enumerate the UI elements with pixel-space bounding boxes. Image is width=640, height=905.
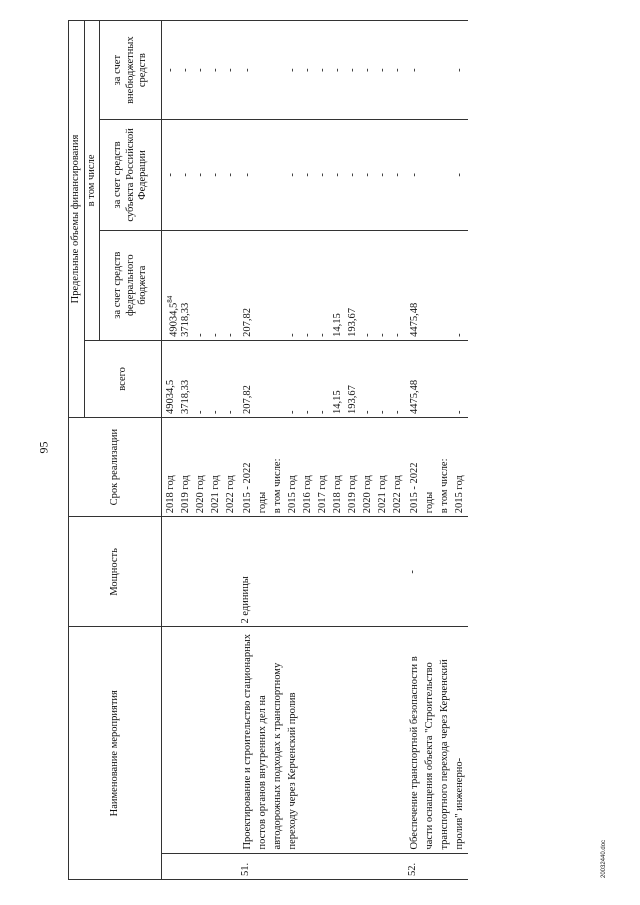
cell-line: - <box>409 173 421 177</box>
cell-line: - <box>242 68 254 72</box>
cell-line: - <box>225 333 237 337</box>
cell-line: - <box>317 173 329 177</box>
header-power: Мощность <box>69 517 162 627</box>
cell-line: 4475,48 <box>409 379 421 414</box>
cell-line: 49034,5$^{84}$ <box>166 295 180 337</box>
cell-line: - <box>332 173 344 177</box>
header-limits: Предельные объемы финансирования <box>69 21 85 418</box>
cell-line: 2019 год <box>347 475 359 514</box>
cell-line: - <box>302 333 314 337</box>
cell-line <box>255 123 270 226</box>
cell-line: - <box>392 410 404 414</box>
cell-line <box>422 344 437 414</box>
page-number: 95 <box>36 441 51 454</box>
cell-line: - <box>332 68 344 72</box>
cell-line: в том числе: <box>272 458 284 514</box>
header-total: всего <box>85 340 162 417</box>
cell-line: - <box>165 68 177 72</box>
header-federal: за счет средств федерального бюджета <box>100 230 162 340</box>
cell-line: - <box>362 333 374 337</box>
row51-extra <box>239 21 406 120</box>
row51-total <box>239 340 406 417</box>
cell-line <box>422 234 437 337</box>
cell-line: - <box>377 68 389 72</box>
cell-line: 2018 год <box>165 475 177 514</box>
footnote-mark: 84 <box>166 295 175 303</box>
cont-total <box>162 340 240 417</box>
header-subject: за счет средств субъекта Российской Федерации <box>100 120 162 230</box>
cell-line: 2022 год <box>225 475 237 514</box>
cell-line: - <box>302 410 314 414</box>
row51-subject <box>239 120 406 230</box>
cell-line: - <box>454 68 466 72</box>
cell-line: - <box>210 173 222 177</box>
cell-line: 207,82 <box>242 307 254 337</box>
cell-line: - <box>454 410 466 414</box>
cell-line: - <box>362 173 374 177</box>
cell-line: 2020 год <box>195 475 207 514</box>
cell-line: 2020 год <box>362 475 374 514</box>
cell-line: 2015 год <box>454 475 466 514</box>
cell-line: - <box>392 333 404 337</box>
cell-line <box>437 344 452 414</box>
cell-line: - <box>454 173 466 177</box>
cell-line: - <box>377 333 389 337</box>
cell-line: 14,15 <box>332 390 344 414</box>
cell-line: 49034,5 <box>165 379 177 414</box>
cell-line: 2019 год <box>180 475 192 514</box>
cont-extra <box>162 21 240 120</box>
cell-line: - <box>302 68 314 72</box>
cell-line: - <box>377 410 389 414</box>
row52-terms <box>406 417 468 516</box>
cell-line: 2021 год <box>377 475 389 514</box>
cell-line: 4475,48 <box>409 302 421 337</box>
row51-terms <box>239 417 406 516</box>
cell-line: - <box>409 68 421 72</box>
cell-line: в том числе: <box>439 458 451 514</box>
cell-line: - <box>317 410 329 414</box>
cell-line <box>255 344 270 414</box>
cell-line: - <box>210 333 222 337</box>
cell-line <box>437 123 452 226</box>
cell-line: - <box>347 68 359 72</box>
cell-line: - <box>195 173 207 177</box>
cell-line: 2018 год <box>332 475 344 514</box>
row52-extra <box>406 21 468 120</box>
cell-line: 2021 год <box>210 475 222 514</box>
cell-line: 2015 - 2022 <box>242 462 254 514</box>
cell-line: 2015 - 2022 <box>409 462 421 514</box>
cell-line <box>437 24 452 116</box>
cont-subject <box>162 120 240 230</box>
cell-line: - <box>392 68 404 72</box>
cell-line: - <box>225 410 237 414</box>
cell-line: - <box>347 173 359 177</box>
cell-line: 193,67 <box>347 385 359 414</box>
cell-line: - <box>242 173 254 177</box>
financing-table <box>68 20 588 880</box>
cell-line: - <box>377 173 389 177</box>
cell-line <box>255 234 270 337</box>
row52-total <box>406 340 468 417</box>
cell-line: - <box>317 333 329 337</box>
cell-line: - <box>225 68 237 72</box>
cell-line: - <box>195 410 207 414</box>
header-name: Наименование мероприятия <box>69 627 162 880</box>
cell-line <box>270 24 285 116</box>
row-number: 52. <box>406 853 468 879</box>
measure-power: 2 единицы <box>239 517 406 627</box>
cell-line: - <box>287 173 299 177</box>
header-extra: за счет внебюджетных средств <box>100 21 162 120</box>
cell-line: - <box>317 68 329 72</box>
cell-line: - <box>195 333 207 337</box>
cell-line: - <box>225 173 237 177</box>
cell-line: - <box>454 333 466 337</box>
cell-line: - <box>287 68 299 72</box>
cell-line: 2015 год <box>287 475 299 514</box>
cell-line: 3718,33 <box>180 302 192 337</box>
cell-line <box>270 234 285 337</box>
row51-federal <box>239 230 406 340</box>
cell-line: - <box>180 173 192 177</box>
cell-line <box>255 24 270 116</box>
cell-line: годы <box>257 491 269 514</box>
cell-line: - <box>165 173 177 177</box>
cell-line: 193,67 <box>347 307 359 337</box>
cell-line: 14,15 <box>332 313 344 337</box>
cell-line: - <box>392 173 404 177</box>
cell-line: - <box>287 410 299 414</box>
cell-line: - <box>210 68 222 72</box>
row-number: 51. <box>239 853 406 879</box>
measure-name: Обеспечение транспортной безопасности в части оснащения объекта "Строительство транспортного перехода через Керченский пролив" инженерно- <box>406 627 468 853</box>
cell-line: - <box>287 333 299 337</box>
cont-terms <box>162 417 240 516</box>
table-row-continuation <box>162 21 240 880</box>
measure-name: Проектирование и строительство стационарных постов органов внутренних дел на автодорожных подходах к транспортному переходу через Керченский пролив <box>239 627 406 853</box>
header-term: Срок реализации <box>69 417 162 516</box>
cell-line: 3718,33 <box>180 379 192 414</box>
cell-line: годы <box>424 491 436 514</box>
file-footer: 20032440.doc <box>601 839 607 878</box>
cell-line: 2016 год <box>302 475 314 514</box>
cell-line: 2022 год <box>392 475 404 514</box>
cell-line <box>422 24 437 116</box>
cell-line: 207,82 <box>242 385 254 414</box>
cell-line: - <box>180 68 192 72</box>
cell-line: 2017 год <box>317 475 329 514</box>
cell-line: - <box>362 410 374 414</box>
table-row-52 <box>406 21 468 880</box>
header-including: в том числе <box>85 21 100 341</box>
cell-line: - <box>195 68 207 72</box>
table-row-51 <box>239 21 406 880</box>
cell-line: - <box>302 173 314 177</box>
cont-federal <box>162 230 240 340</box>
cell-line <box>270 344 285 414</box>
measure-power: - <box>406 517 468 627</box>
cell-line <box>270 123 285 226</box>
row52-federal <box>406 230 468 340</box>
cell-line <box>437 234 452 337</box>
row52-subject <box>406 120 468 230</box>
cell-line <box>422 123 437 226</box>
cell-line: - <box>362 68 374 72</box>
cell-line: - <box>210 410 222 414</box>
